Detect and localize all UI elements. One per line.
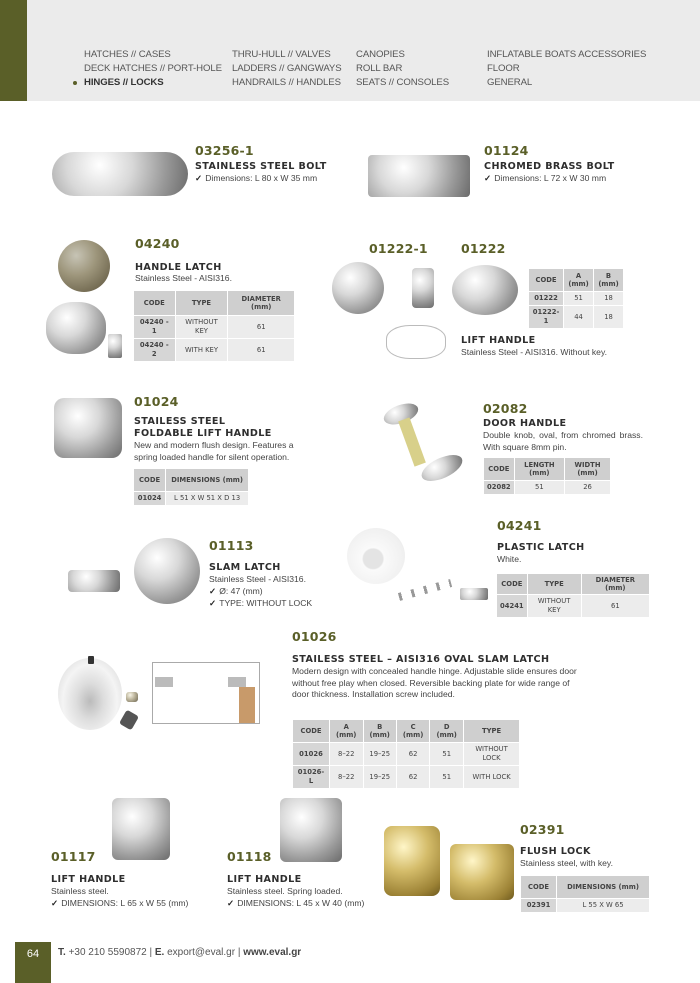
footer-email[interactable]: export@eval.gr | — [167, 947, 241, 958]
nav-item-thru-hull[interactable]: THRU-HULL // VALVES — [232, 49, 331, 60]
plastic-latch-plate-image — [460, 588, 488, 600]
spec-table-01026: CODE A (mm) B (mm) C (mm) D (mm) TYPE 01026 8–22 19–25 62 51 WITHOUT LOCK 01026-L 8–22 19–25 62 51 WITH LOCK — [292, 719, 520, 789]
product-title: STAILESS STEEL — [134, 416, 226, 427]
product-code: 01118 — [227, 849, 272, 864]
nav-column-1 — [84, 48, 222, 90]
table-row: 02391 L 55 X W 65 — [521, 899, 649, 912]
page-number: 64 — [26, 948, 40, 960]
nav-item-deck-hatches[interactable]: DECK HATCHES // PORT-HOLE — [84, 63, 222, 74]
product-title: LIFT HANDLE — [227, 874, 302, 885]
spec-table-01222: CODE A (mm) B (mm) 01222 51 18 01222-1 44 18 — [528, 268, 624, 329]
product-title: STAILESS STEEL – AISI316 OVAL SLAM LATCH — [292, 654, 550, 665]
check-icon: ✓ — [227, 898, 235, 908]
product-code: 04240 — [135, 236, 180, 251]
check-icon: ✓ — [209, 586, 217, 596]
lift-handle-clip-image — [412, 268, 434, 308]
lift-handle-01118-image — [280, 798, 342, 862]
product-title: LIFT HANDLE — [51, 874, 126, 885]
table-row: 04241 WITHOUT KEY 61 — [497, 595, 649, 617]
product-description: Stainless steel. — [51, 886, 109, 896]
table-row: 02082 51 26 — [484, 481, 610, 494]
spec-table-02391: CODE DIMENSIONS (mm) 02391 L 55 X W 65 — [520, 875, 650, 913]
product-dimensions: Dimensions: L 72 x W 30 mm — [494, 173, 607, 183]
nav-item-floor[interactable]: FLOOR — [487, 63, 520, 74]
installation-diagram — [152, 662, 260, 724]
product-diameter: Ø: 47 (mm) — [219, 586, 263, 596]
table-row: 01026 8–22 19–25 62 51 WITHOUT LOCK — [293, 743, 519, 765]
diagram-flange-left — [155, 677, 173, 687]
product-description: Stainless Steel - AISI316. — [135, 273, 232, 283]
spec-table-04241: CODE TYPE DIAMETER (mm) 04241 WITHOUT KEY 61 — [496, 573, 650, 618]
door-handle-knob-bottom — [418, 450, 466, 487]
flush-lock-plate-image — [450, 844, 514, 900]
plastic-latch-image — [347, 528, 405, 584]
diagram-flange-right — [228, 677, 246, 687]
product-dimensions: DIMENSIONS: L 45 x W 40 (mm) — [237, 898, 365, 908]
product-title: DOOR HANDLE — [483, 418, 567, 429]
nav-item-inflatable[interactable]: INFLATABLE BOATS ACCESSORIES — [487, 49, 647, 60]
table-row: 04240 - 2 WITH KEY 61 — [134, 339, 294, 361]
nav-item-hatches-cases[interactable]: HATCHES // CASES — [84, 49, 171, 60]
product-title: FLUSH LOCK — [520, 846, 591, 857]
key-image — [119, 710, 139, 731]
slam-latch-image — [134, 538, 200, 604]
nav-item-ladders[interactable]: LADDERS // GANGWAYS — [232, 63, 342, 74]
product-title: SLAM LATCH — [209, 562, 281, 573]
slam-latch-plate-image — [68, 570, 120, 592]
product-type: TYPE: WITHOUT LOCK — [219, 598, 313, 608]
product-title: STAINLESS STEEL BOLT — [195, 161, 327, 172]
nav-column-2 — [232, 48, 342, 90]
product-code: 01024 — [134, 394, 179, 409]
product-code: 04241 — [497, 518, 542, 533]
handle-latch-image-top — [58, 240, 110, 292]
table-row: 01026-L 8–22 19–25 62 51 WITH LOCK — [293, 766, 519, 788]
product-title: FOLDABLE LIFT HANDLE — [134, 428, 272, 439]
door-handle-pin — [398, 417, 426, 466]
product-title: CHROMED BRASS BOLT — [484, 161, 615, 172]
product-description: New and modern flush design. Features a spring loaded handle for silent operation. — [134, 440, 294, 462]
nav-item-seats[interactable]: SEATS // CONSOLES — [356, 77, 450, 88]
table-row: 01222-1 44 18 — [529, 306, 623, 328]
lift-handle-diagram — [386, 325, 446, 359]
lift-handle-01117-image — [112, 798, 170, 860]
product-code: 02082 — [483, 401, 528, 416]
product-code: 01222 — [461, 241, 506, 256]
nav-item-hinges-locks[interactable]: HINGES // LOCKS — [84, 77, 164, 88]
check-icon: ✓ — [51, 898, 59, 908]
foldable-handle-image — [54, 398, 122, 458]
product-description: Modern design with concealed handle hinge. Adjustable slide ensures door without free play when closed. Reversible backing plate for wide range of door thickness. Installation screw included. — [292, 666, 577, 699]
diagram-frame — [239, 687, 255, 723]
product-code: 01222-1 — [369, 241, 428, 256]
product-description: Stainless steel. Spring loaded. — [227, 886, 343, 896]
product-description: Stainless Steel - AISI316. — [209, 574, 306, 584]
product-code: 01026 — [292, 629, 337, 644]
chromed-bolt-image — [368, 155, 470, 197]
product-title: LIFT HANDLE — [461, 335, 536, 346]
product-code: 01117 — [51, 849, 96, 864]
product-description: Double knob, oval, from chromed brass. With square 8mm pin. — [483, 430, 643, 452]
spec-table-04240: CODE TYPE DIAMETER (mm) 04240 - 1 WITHOUT KEY 61 04240 - 2 WITH KEY 61 — [133, 290, 295, 362]
product-dimensions: Dimensions: L 80 x W 35 mm — [205, 173, 318, 183]
chapter-color-bar — [0, 0, 27, 101]
oval-slam-latch-image — [58, 658, 122, 730]
nav-item-canopies[interactable]: CANOPIES — [356, 49, 405, 60]
product-code: 03256-1 — [195, 143, 254, 158]
product-code: 01124 — [484, 143, 529, 158]
screws-image — [398, 579, 452, 601]
spec-table-02082: CODE LENGTH (mm) WIDTH (mm) 02082 51 26 — [483, 457, 611, 495]
table-row: 01222 51 18 — [529, 292, 623, 305]
product-code: 01113 — [209, 538, 254, 553]
lift-handle-01222-image — [452, 265, 518, 315]
latch-knob-image — [88, 656, 94, 664]
handle-latch-clip-image — [108, 334, 122, 358]
flush-lock-cylinder-image — [384, 826, 440, 896]
footer-phone: +30 210 5590872 | — [68, 947, 153, 958]
product-description: Stainless Steel - AISI316. Without key. — [461, 347, 608, 357]
nav-item-handrails[interactable]: HANDRAILS // HANDLES — [232, 77, 341, 88]
table-row: 01024 L 51 X W 51 X D 13 — [134, 492, 248, 505]
footer-contact: T. +30 210 5590872 | E. export@eval.gr | www.eval.gr — [58, 947, 302, 958]
product-dimensions: DIMENSIONS: L 65 x W 55 (mm) — [61, 898, 189, 908]
stainless-bolt-image — [52, 152, 188, 196]
product-title: PLASTIC LATCH — [497, 542, 585, 553]
lift-handle-01222-1-image — [332, 262, 384, 314]
check-icon: ✓ — [484, 173, 492, 183]
spec-table-01024: CODE DIMENSIONS (mm) 01024 L 51 X W 51 X D 13 — [133, 468, 249, 506]
product-code: 02391 — [520, 822, 565, 837]
latch-cylinder-image — [126, 692, 138, 702]
check-icon: ✓ — [195, 173, 203, 183]
nav-column-4 — [487, 48, 646, 90]
product-description: White. — [497, 554, 522, 564]
handle-latch-image-bottom — [46, 302, 106, 354]
active-bullet-icon — [73, 81, 77, 85]
check-icon: ✓ — [209, 598, 217, 608]
product-title: HANDLE LATCH — [135, 262, 222, 273]
nav-column-3 — [356, 48, 449, 90]
nav-item-general[interactable]: GENERAL — [487, 77, 533, 88]
footer-website[interactable]: www.eval.gr — [243, 947, 302, 958]
product-description: Stainless steel, with key. — [520, 858, 613, 868]
nav-item-roll-bar[interactable]: ROLL BAR — [356, 63, 403, 74]
table-row: 04240 - 1 WITHOUT KEY 61 — [134, 316, 294, 338]
